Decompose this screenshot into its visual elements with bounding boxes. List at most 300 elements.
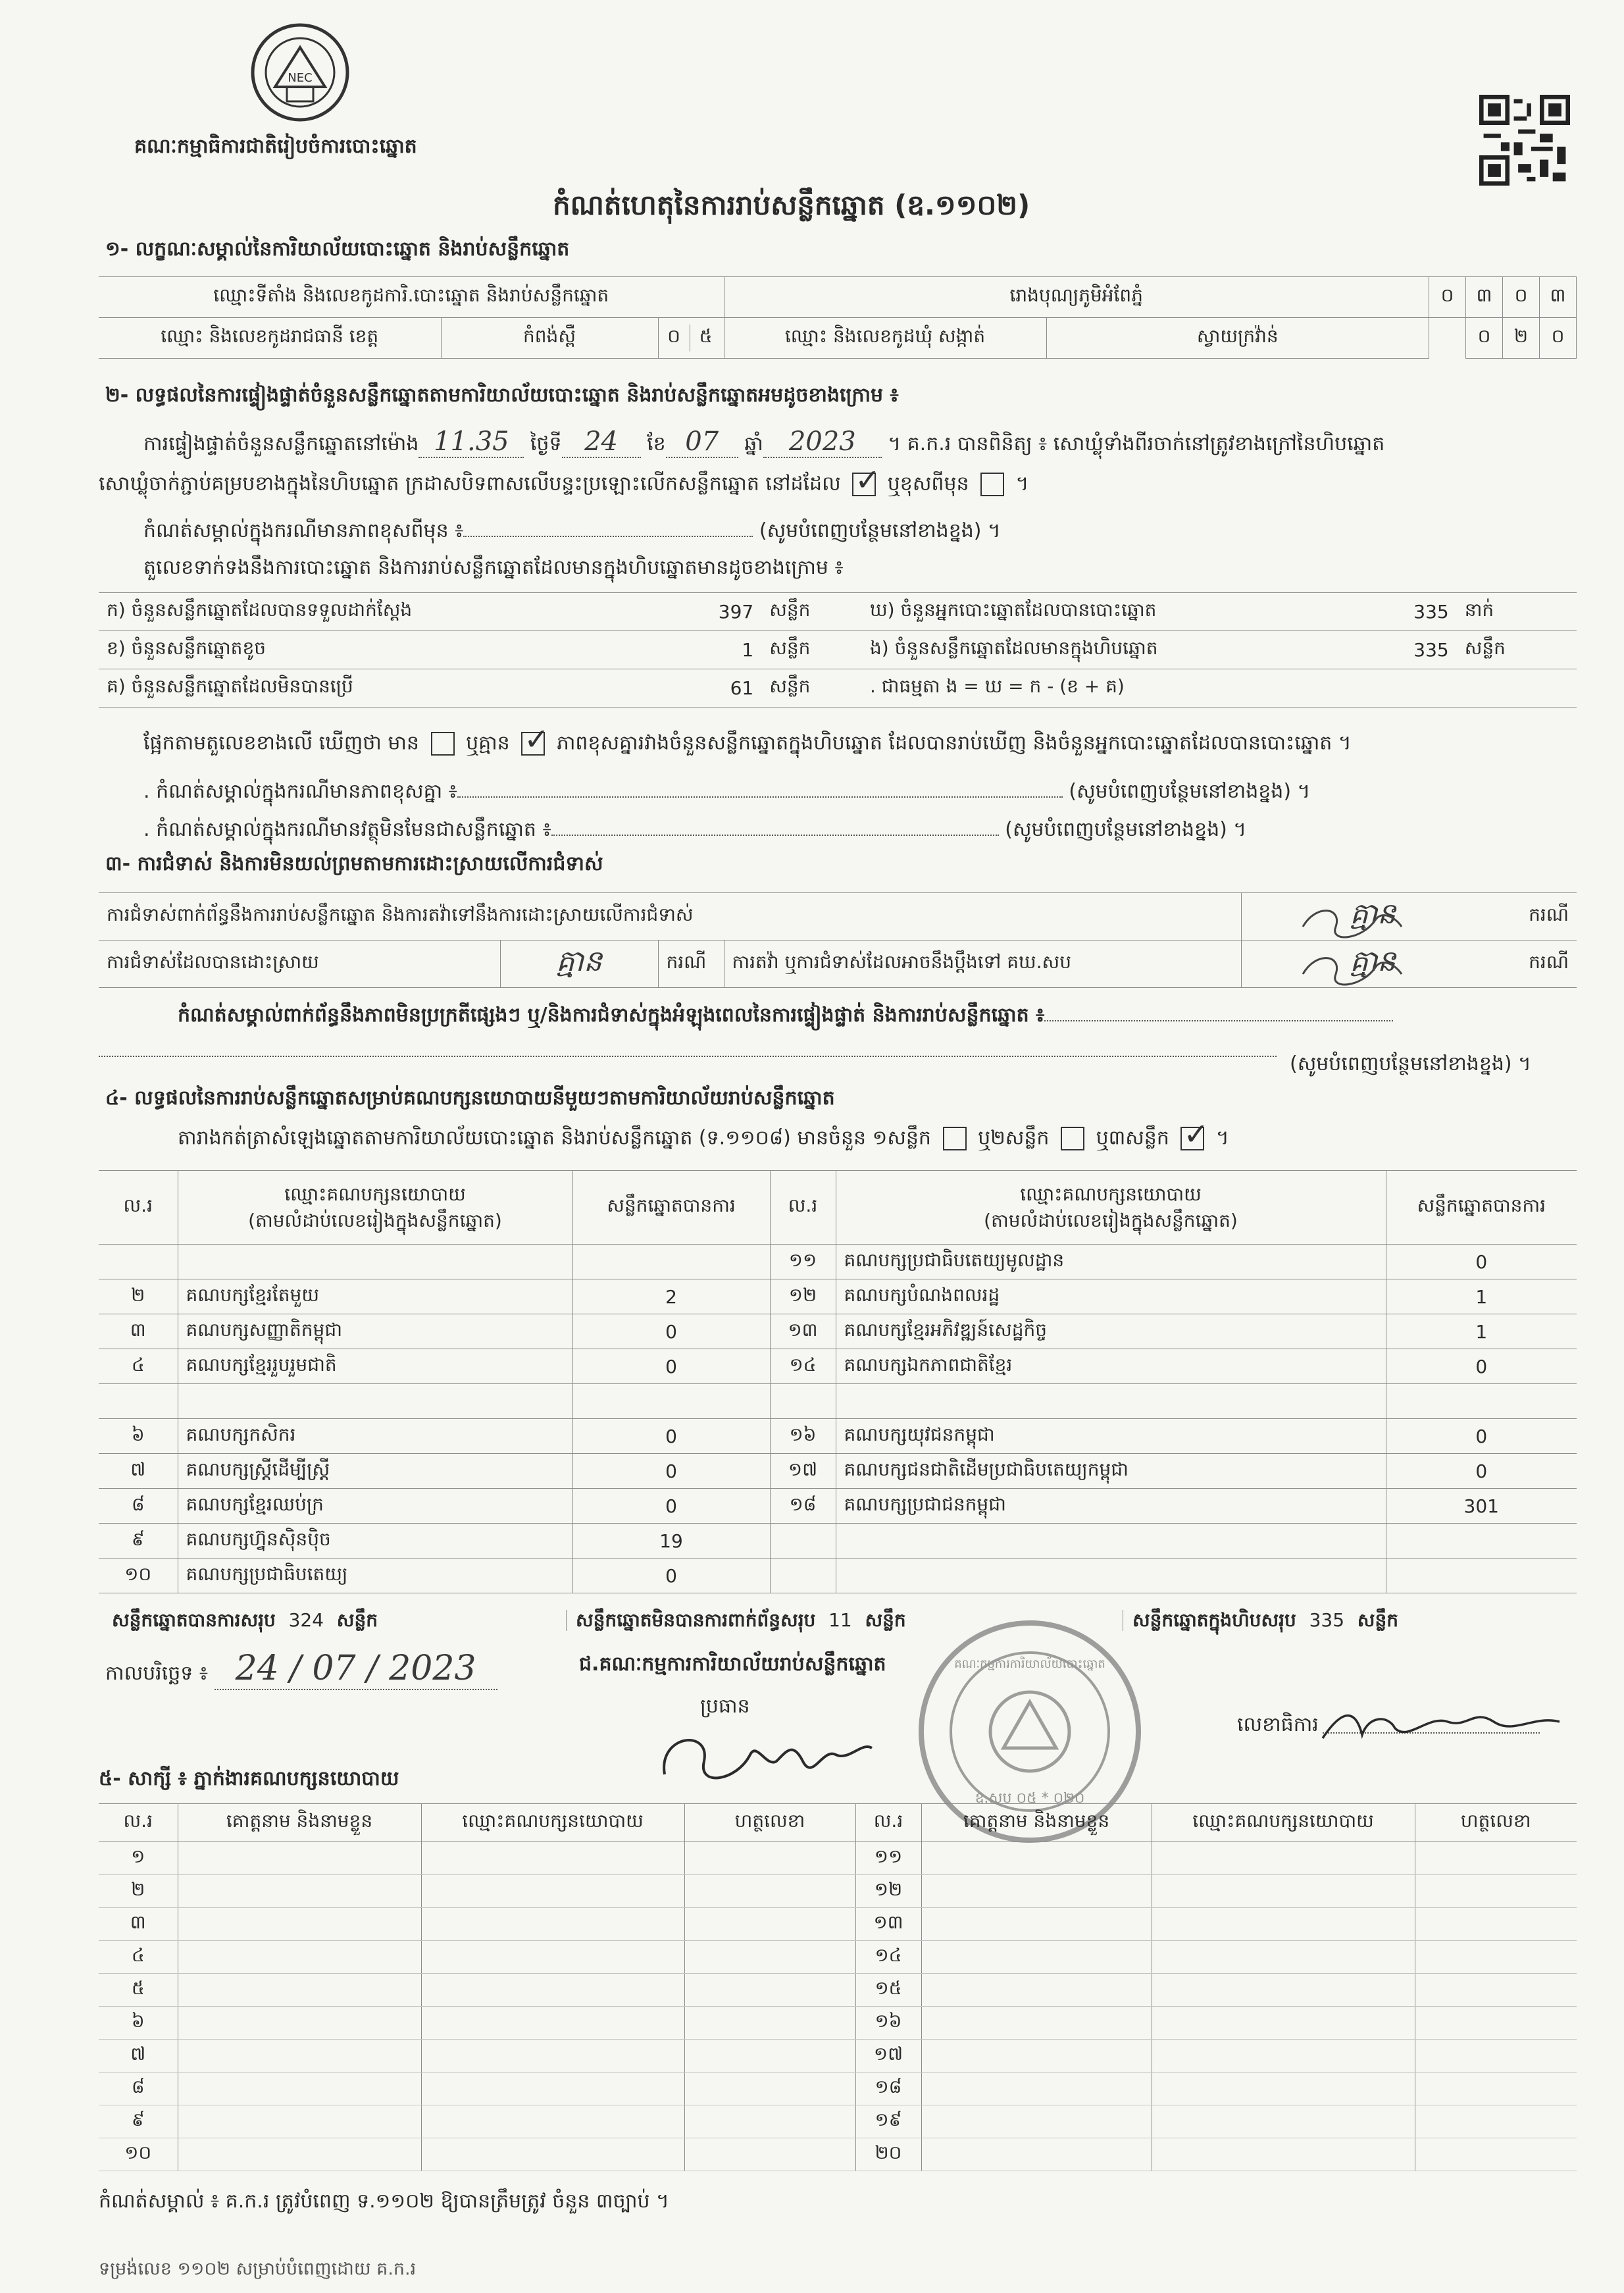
verification-time-label: ការផ្ទៀងផ្ទាត់ចំនួនសន្លឹកឆ្នោតនៅម៉ោង [143, 432, 419, 455]
year-label: ឆ្នាំ [744, 432, 763, 455]
verification-day: 24 [562, 426, 641, 458]
results-row [99, 1524, 1577, 1559]
witness-cell [1415, 2073, 1577, 2105]
witness-row [99, 1842, 1577, 1875]
results-header-no: ល.រ [99, 1171, 178, 1245]
check-icon: ✓ [524, 721, 549, 757]
witness-cell [1415, 2138, 1577, 2171]
witness-cell [1415, 1875, 1577, 1908]
party-name [836, 1384, 1386, 1419]
figure-a-label: ក) ចំនួនសន្លឹកឆ្នោតដែលបានទទួលដាក់ស្តែង [99, 593, 671, 631]
witness-cell [921, 2007, 1152, 2040]
witness-cell [684, 2073, 855, 2105]
party-number: ៤ [99, 1349, 178, 1384]
results-table [99, 1170, 1577, 1593]
verification-line [143, 426, 1384, 458]
irregularity-note-line [178, 1004, 1393, 1027]
witness-row [99, 1941, 1577, 1974]
date-value: 24 / 07 / 2023 [215, 1649, 497, 1690]
sum-invalid-unit: សន្លឹក [865, 1609, 906, 1631]
witness-number: ១៣ [855, 1908, 921, 1941]
witness-cell [178, 2007, 421, 2040]
party-number [770, 1559, 836, 1593]
results-row [99, 1349, 1577, 1384]
witness-cell [178, 2138, 421, 2171]
party-votes: 0 [572, 1314, 770, 1349]
date-label: កាលបរិច្ឆេទ ៖ [105, 1662, 209, 1685]
check-icon: ✓ [855, 462, 880, 498]
location-label: ឈ្មោះទីតាំង និងលេខកូដការិ.បោះឆ្នោត និងរាប់សន្លឹកឆ្នោត [99, 277, 724, 318]
page-title: កំណត់ហេតុនៃការរាប់សន្លឹកឆ្នោត (ឧ.១១០២) [553, 189, 1030, 221]
month-label: ខែ [647, 432, 666, 455]
difference-note-line [143, 520, 1001, 543]
three-sheets-label: ឬ៣សន្លឹក [1096, 1126, 1169, 1150]
location-code-digit: ០ [1429, 277, 1466, 318]
witness-cell [421, 2040, 684, 2073]
witness-cell [921, 2138, 1152, 2171]
results-header-party [836, 1171, 1386, 1245]
party-votes: 0 [1386, 1245, 1577, 1279]
chair-signature [651, 1715, 882, 1801]
section1-heading: ១- លក្ខណៈសម្គាល់នៃការិយាល័យបោះឆ្នោត និងរាប់សន្លឹកឆ្នោត [105, 238, 570, 261]
figure-d-unit: នាក់ [1457, 593, 1577, 631]
objection-count-hand: គ្មាន [1350, 896, 1396, 931]
witness-cell [1152, 1974, 1415, 2007]
witness-cell [421, 2073, 684, 2105]
witness-cell [921, 1974, 1152, 2007]
results-row [99, 1489, 1577, 1524]
witness-row [99, 1974, 1577, 2007]
two-sheets-label: ឬ២សន្លឹក [978, 1126, 1050, 1150]
witness-cell [1415, 1974, 1577, 2007]
tally-sheet-text: តារាងកត់ត្រាសំឡេងឆ្នោតតាមការិយាល័យបោះឆ្នោត និងរាប់សន្លឹកឆ្នោត (ទ.១១០៨) មានចំនួន ១សន្លឹក [178, 1126, 931, 1150]
witness-number: ១៦ [855, 2007, 921, 2040]
witness-cell [1415, 2040, 1577, 2073]
witness-cell [684, 2105, 855, 2138]
witness-cell [1152, 2105, 1415, 2138]
verification-month: 07 [666, 426, 738, 458]
difference-remark-hint: (សូមបំពេញបន្ថែមនៅខាងខ្នង) ។ [1069, 780, 1311, 803]
figure-d-label: ឃ) ចំនួនអ្នកបោះឆ្នោតដែលបានបោះឆ្នោត [862, 593, 1349, 631]
figures-table-right [862, 592, 1577, 708]
results-row [99, 1454, 1577, 1489]
footer-note: កំណត់សម្គាល់ ៖ គ.ក.រ ត្រូវបំពេញ ទ.១១០២ ឱ្យបានត្រឹមត្រូវ ចំនួន ៣ច្បាប់ ។ [99, 2190, 669, 2213]
party-name: គណបក្សយុវជនកម្ពុជា [836, 1419, 1386, 1454]
figure-e-label: ង) ចំនួនសន្លឹកឆ្នោតដែលមានក្នុងហិបឆ្នោត [862, 631, 1349, 669]
figure-c-value: 61 [671, 669, 761, 708]
witness-number: ២០ [855, 2138, 921, 2171]
three-sheets-checkbox[interactable] [1180, 1116, 1209, 1152]
witness-cell [921, 1875, 1152, 1908]
witness-cell [421, 1941, 684, 1974]
section4-heading: ៤- លទ្ធផលនៃការរាប់សន្លឹកឆ្នោតសម្រាប់គណបក្សនយោបាយនីមួយៗតាមការិយាល័យរាប់សន្លឹកឆ្នោត [105, 1087, 835, 1110]
party-name: គណបក្សប្រជាជនកម្ពុជា [836, 1489, 1386, 1524]
nec-emblem [249, 21, 351, 124]
witness-cell [921, 1908, 1152, 1941]
results-row [99, 1384, 1577, 1419]
party-name: គណបក្សប្រជាធិបតេយ្យមូលដ្ឋាន [836, 1245, 1386, 1279]
witness-cell [178, 1875, 421, 1908]
section2-heading: ២- លទ្ធផលនៃការផ្ទៀងផ្ទាត់ចំនួនសន្លឹកឆ្នោតតាមការិយាល័យបោះឆ្នោត និងរាប់សន្លឹកឆ្នោតអមដូចខាងក្រោម ៖ [105, 384, 899, 407]
party-number: ៣ [99, 1314, 178, 1349]
results-row [99, 1419, 1577, 1454]
commune-value: ស្វាយក្រវ៉ាន់ [1046, 318, 1429, 359]
witness-number: ៧ [99, 2040, 178, 2073]
objection-signature-1 [1296, 900, 1408, 946]
party-number: ២ [99, 1279, 178, 1314]
party-votes: 0 [572, 1454, 770, 1489]
day-label: ថ្ងៃទី [530, 432, 562, 455]
witness-row [99, 1875, 1577, 1908]
party-votes: 19 [572, 1524, 770, 1559]
province-label: ឈ្មោះ និងលេខកូដរាជធានី ខេត្ត [99, 318, 441, 359]
difference-remark-line [143, 781, 1310, 804]
witness-row [99, 2007, 1577, 2040]
sum-invalid-line [566, 1610, 906, 1631]
witness-number: ៩ [99, 2105, 178, 2138]
section1-table [99, 276, 1577, 359]
party-votes: 2 [572, 1279, 770, 1314]
different-checkbox[interactable] [980, 473, 1004, 496]
figures-table-left [99, 592, 862, 708]
party-votes: 0 [572, 1349, 770, 1384]
no-difference-checkbox[interactable] [521, 721, 549, 757]
tally-sheet-line [178, 1116, 1229, 1152]
party-number: ១៣ [770, 1314, 836, 1349]
party-number [99, 1384, 178, 1419]
party-number: ១០ [99, 1559, 178, 1593]
party-number: ១៨ [770, 1489, 836, 1524]
witness-row [99, 2138, 1577, 2171]
witness-cell [1152, 2007, 1415, 2040]
witness-cell [921, 1941, 1152, 1974]
witness-cell [921, 2105, 1152, 2138]
party-votes: 0 [1386, 1349, 1577, 1384]
commune-label: ឈ្មោះ និងលេខកូដឃុំ សង្កាត់ [724, 318, 1046, 359]
party-number: ១២ [770, 1279, 836, 1314]
party-number [770, 1384, 836, 1419]
has-difference-checkbox[interactable] [431, 732, 455, 756]
resolved-label: ការជំទាស់ដែលបានដោះស្រាយ [99, 940, 500, 988]
witness-cell [178, 2040, 421, 2073]
witness-cell [1415, 2007, 1577, 2040]
witness-cell [684, 1908, 855, 1941]
party-votes: 0 [1386, 1454, 1577, 1489]
witness-cell [1152, 2073, 1415, 2105]
witness-cell [921, 2073, 1152, 2105]
figure-b-label: ខ) ចំនួនសន្លឹកឆ្នោតខូច [99, 631, 671, 669]
figure-e-unit: សន្លឹក [1457, 631, 1577, 669]
party-votes [1386, 1524, 1577, 1559]
figure-c-label: គ) ចំនួនសន្លឹកឆ្នោតដែលមិនបានប្រើ [99, 669, 671, 708]
party-name: គណបក្សឯកភាពជាតិខ្មែរ [836, 1349, 1386, 1384]
witness-cell [684, 1941, 855, 1974]
witness-cell [1415, 2105, 1577, 2138]
results-header-votes: សន្លឹកឆ្នោតបានការ [572, 1171, 770, 1245]
party-number: ៩ [99, 1524, 178, 1559]
witness-header-name: គោត្តនាម និងនាមខ្លួន [178, 1804, 421, 1842]
location-code-digit: ០ [1503, 277, 1540, 318]
party-number: ៨ [99, 1489, 178, 1524]
objection-case-label: ករណី [1504, 893, 1577, 940]
party-name: គណបក្សខ្មែរអភិវឌ្ឍន៍សេដ្ឋកិច្ច [836, 1314, 1386, 1349]
irregularity-note-label: កំណត់សម្គាល់ពាក់ព័ន្ធនឹងភាពមិនប្រក្រតីផ្សេងៗ ឬ/និងការជំទាស់ក្នុងអំឡុងពេលនៃការផ្ទៀងផ្ទាត់ និងការរាប់សន្លឹកឆ្នោត ៖ [178, 1004, 1045, 1027]
witness-header-no: ល.រ [99, 1804, 178, 1842]
party-name [178, 1384, 572, 1419]
formula: . ជាធម្មតា ង = ឃ = ក - (ខ + គ) [862, 669, 1577, 708]
witness-cell [684, 2138, 855, 2171]
results-header-votes: សន្លឹកឆ្នោតបានការ [1386, 1171, 1577, 1245]
witness-number: ៨ [99, 2073, 178, 2105]
party-number [99, 1245, 178, 1279]
results-header-no: ល.រ [770, 1171, 836, 1245]
sum-valid-value: 324 [288, 1609, 324, 1631]
witness-cell [1152, 1908, 1415, 1941]
resolved-case-label: ករណី [658, 940, 724, 988]
party-name: គណបក្សសញ្ញាតិកម្ពុជា [178, 1314, 572, 1349]
witness-cell [1415, 1908, 1577, 1941]
party-name: គណបក្សជនជាតិដើមប្រជាធិបតេយ្យកម្ពុជា [836, 1454, 1386, 1489]
committee-label: ជ.គណៈកម្មការការិយាល័យរាប់សន្លឹកឆ្នោត [579, 1653, 886, 1676]
province-code-digit: ០ [659, 324, 690, 351]
party-number: ៧ [99, 1454, 178, 1489]
party-votes [1386, 1559, 1577, 1593]
party-name: គណបក្សខ្មែរឈប់ក្រ [178, 1489, 572, 1524]
witness-cell [1152, 1842, 1415, 1875]
tally-end: ។ [1215, 1126, 1229, 1150]
party-number [770, 1524, 836, 1559]
witness-cell [1152, 2138, 1415, 2171]
witness-number: ១៨ [855, 2073, 921, 2105]
party-votes: 0 [572, 1419, 770, 1454]
commune-code-digit: ០ [1540, 318, 1577, 359]
sum-box-unit: សន្លឹក [1357, 1609, 1398, 1631]
verification-text: ។ គ.ក.រ បានពិនិត្យ ៖ សោឃ្លុំទាំងពីរចាក់នៅត្រូវខាងក្រៅនៃហិបឆ្នោត [888, 432, 1385, 455]
party-name: គណបក្សហ្វ៊ុនស៊ិនប៉ិច [178, 1524, 572, 1559]
witness-row [99, 2073, 1577, 2105]
different-label: ឬខុសពីមុន [887, 472, 969, 496]
irregularity-note-hint: (សូមបំពេញបន្ថែមនៅខាងខ្នង) ។ [1290, 1052, 1531, 1075]
witness-number: ១៧ [855, 2040, 921, 2073]
witness-cell [1152, 1875, 1415, 1908]
province-code-digit: ៥ [699, 325, 713, 347]
witness-cell [1152, 2040, 1415, 2073]
witness-number: ១៥ [855, 1974, 921, 2007]
witness-cell [921, 1842, 1152, 1875]
witness-cell [178, 1842, 421, 1875]
witness-cell [684, 1875, 855, 1908]
form-footer: ទម្រង់លេខ ១១០២ សម្រាប់បំពេញដោយ គ.ក.រ [99, 2259, 417, 2279]
commune-code-digit: ០ [1466, 318, 1503, 359]
party-votes [572, 1245, 770, 1279]
sum-valid-line [112, 1610, 378, 1631]
difference-note-label: កំណត់សម្គាល់ក្នុងករណីមានភាពខុសពីមុន ៖ [143, 519, 464, 542]
witness-cell [421, 1908, 684, 1941]
secretary-signature [1316, 1702, 1566, 1748]
witness-number: ១១ [855, 1842, 921, 1875]
party-number: ៦ [99, 1419, 178, 1454]
party-number: ១៤ [770, 1349, 836, 1384]
party-votes: 0 [572, 1559, 770, 1593]
witness-cell [421, 2138, 684, 2171]
resolved-count-hand: គ្មាន [556, 944, 602, 978]
witness-header-party: ឈ្មោះគណបក្សនយោបាយ [1152, 1804, 1415, 1842]
section5-heading: ៥- សាក្សី ៖ ភ្នាក់ងារគណបក្សនយោបាយ [99, 1767, 399, 1790]
has-label: ផ្អែកតាមតួលេខខាងលើ ឃើញថា មាន [143, 731, 419, 755]
results-header-party-text: ឈ្មោះគណបក្សនយោបាយ [284, 1183, 466, 1206]
party-votes: 1 [1386, 1279, 1577, 1314]
witness-cell [421, 1875, 684, 1908]
results-header-party-sub: (តាមលំដាប់លេខរៀងក្នុងសន្លឹកឆ្នោត) [984, 1209, 1238, 1231]
party-votes: 1 [1386, 1314, 1577, 1349]
sum-box-line [1123, 1610, 1398, 1631]
sum-invalid-label: សន្លឹកឆ្នោតមិនបានការពាក់ព័ន្ធសរុប [576, 1609, 816, 1631]
qr-code [1479, 95, 1570, 186]
witness-cell [1415, 1842, 1577, 1875]
location-value: រោងបុណ្យភូមិអំពែភ្នំ [724, 277, 1429, 318]
stamp-code: ឧ.សប ០៥ * ០២០ [975, 1790, 1085, 1807]
party-votes [572, 1384, 770, 1419]
party-number: ១៦ [770, 1419, 836, 1454]
sum-invalid-value: 11 [828, 1609, 852, 1631]
party-name [836, 1524, 1386, 1559]
witness-number: ៣ [99, 1908, 178, 1941]
none-label: ឬគ្មាន [466, 731, 510, 755]
date-line [105, 1649, 497, 1690]
foreign-object-line [143, 819, 1246, 842]
witness-cell [178, 2105, 421, 2138]
witness-header-no: ល.រ [855, 1804, 921, 1842]
witness-number: ១ [99, 1842, 178, 1875]
figures-intro: តួលេខទាក់ទងនឹងការបោះឆ្នោត និងការរាប់សន្លឹកឆ្នោតដែលមានក្នុងហិបឆ្នោតមានដូចខាងក្រោម ៖ [143, 556, 844, 579]
party-name [836, 1559, 1386, 1593]
witness-number: ២ [99, 1875, 178, 1908]
appeal-label: ការតវ៉ា ឬការជំទាស់ដែលអាចនឹងប្តឹងទៅ គឃ.សប [724, 940, 1241, 988]
witness-header-party: ឈ្មោះគណបក្សនយោបាយ [421, 1804, 684, 1842]
objection-signature-2 [1296, 948, 1408, 994]
witness-number: ៥ [99, 1974, 178, 2007]
party-number: ១៧ [770, 1454, 836, 1489]
figure-e-value: 335 [1349, 631, 1457, 669]
witness-cell [421, 1974, 684, 2007]
party-name: គណបក្សកសិករ [178, 1419, 572, 1454]
foreign-object-hint: (សូមបំពេញបន្ថែមនៅខាងខ្នង) ។ [1005, 818, 1247, 841]
svg-text:NEC: NEC [288, 71, 313, 85]
results-header-party-text: ឈ្មោះគណបក្សនយោបាយ [1020, 1183, 1202, 1206]
difference-text: ភាពខុសគ្នារវាងចំនួនសន្លឹកឆ្នោតក្នុងហិបឆ្នោត ដែលបានរាប់ឃើញ និងចំនួនអ្នកបោះឆ្នោតដែលបានបោះឆ្នោត ។ [556, 731, 1352, 755]
witness-cell [684, 2040, 855, 2073]
same-checkbox[interactable] [852, 462, 880, 498]
difference-line [143, 721, 1352, 757]
province-value: កំពង់ស្ពឺ [441, 318, 658, 359]
figure-d-value: 335 [1349, 593, 1457, 631]
witness-cell [178, 1941, 421, 1974]
party-number: ១១ [770, 1245, 836, 1279]
witness-cell [684, 2007, 855, 2040]
witness-row [99, 2105, 1577, 2138]
party-name: គណបក្សស្ត្រីដើម្បីស្ត្រី [178, 1454, 572, 1489]
check-icon: ✓ [1183, 1116, 1209, 1152]
witness-number: ១៤ [855, 1941, 921, 1974]
location-code-digit: ៣ [1540, 277, 1577, 318]
figure-a-unit: សន្លឹក [761, 593, 862, 631]
results-header-party [178, 1171, 572, 1245]
witness-header-sign: ហត្ថលេខា [684, 1804, 855, 1842]
secretary-label: លេខាធិការ [1237, 1713, 1319, 1736]
one-sheet-checkbox[interactable] [943, 1127, 967, 1150]
party-name: គណបក្សបំណងពលរដ្ឋ [836, 1279, 1386, 1314]
appeal-count-hand: គ្មាន [1350, 944, 1396, 978]
party-name [178, 1245, 572, 1279]
objection-row-label: ការជំទាស់ពាក់ព័ន្ធនឹងការរាប់សន្លឹកឆ្នោត និងការតវ៉ាទៅនឹងការដោះស្រាយលើការជំទាស់ [99, 893, 1241, 940]
sum-box-label: សន្លឹកឆ្នោតក្នុងហិបសរុប [1132, 1609, 1296, 1631]
sum-box-value: 335 [1309, 1609, 1345, 1631]
witness-cell [421, 1842, 684, 1875]
witness-cell [178, 1974, 421, 2007]
results-row [99, 1314, 1577, 1349]
party-votes [1386, 1384, 1577, 1419]
commune-code-digit: ២ [1503, 318, 1540, 359]
witness-row [99, 2040, 1577, 2073]
witness-table [99, 1803, 1577, 2171]
org-name: គណៈកម្មាធិការជាតិរៀបចំការបោះឆ្នោត [134, 135, 417, 158]
party-name: គណបក្សខ្មែរតែមួយ [178, 1279, 572, 1314]
figure-c-unit: សន្លឹក [761, 669, 862, 708]
witness-cell [921, 2040, 1152, 2073]
sum-valid-unit: សន្លឹក [336, 1609, 378, 1631]
party-name: គណបក្សខ្មែររួបរួមជាតិ [178, 1349, 572, 1384]
witness-number: ១២ [855, 1875, 921, 1908]
difference-remark-label: . កំណត់សម្គាល់ក្នុងករណីមានភាពខុសគ្នា ៖ [143, 780, 457, 803]
party-votes: 0 [572, 1489, 770, 1524]
witness-number: ១៩ [855, 2105, 921, 2138]
section3-heading: ៣- ការជំទាស់ និងការមិនយល់ព្រមតាមការដោះស្រាយលើការជំទាស់ [105, 852, 603, 875]
witness-cell [1415, 1941, 1577, 1974]
witness-cell [421, 2105, 684, 2138]
results-row [99, 1279, 1577, 1314]
witness-cell [178, 2073, 421, 2105]
figure-b-value: 1 [671, 631, 761, 669]
location-code-digit: ៣ [1466, 277, 1503, 318]
chair-label: ប្រធាន [700, 1695, 750, 1718]
witness-cell [684, 1842, 855, 1875]
verification-time: 11.35 [419, 426, 524, 458]
foreign-object-label: . កំណត់សម្គាល់ក្នុងករណីមានវត្ថុមិនមែនជាសន្លឹកឆ្នោត ៖ [143, 818, 551, 841]
results-row [99, 1559, 1577, 1593]
figure-a-value: 397 [671, 593, 761, 631]
witness-cell [421, 2007, 684, 2040]
party-name: គណបក្សប្រជាធិបតេយ្យ [178, 1559, 572, 1593]
party-votes: 301 [1386, 1489, 1577, 1524]
witness-header-name: គោត្តនាម និងនាមខ្លួន [921, 1804, 1152, 1842]
two-sheets-checkbox[interactable] [1061, 1127, 1084, 1150]
witness-number: ១០ [99, 2138, 178, 2171]
appeal-case-label: ករណី [1504, 940, 1577, 988]
witness-cell [684, 1974, 855, 2007]
figure-b-unit: សន្លឹក [761, 631, 862, 669]
witness-cell [178, 1908, 421, 1941]
witness-number: ៦ [99, 2007, 178, 2040]
seal-line: សោឃ្លុំចាក់ភ្ជាប់គម្របខាងក្នុងនៃហិបឆ្នោត ក្រដាសបិទពាសលើបន្ទះប្រឡោះលើកសន្លឹកឆ្នោត នៅដដែល ✓ ឬខុសពីមុន ។ [99, 462, 1029, 498]
results-header-party-sub: (តាមលំដាប់លេខរៀងក្នុងសន្លឹកឆ្នោត) [248, 1209, 502, 1231]
difference-note-hint: (សូមបំពេញបន្ថែមនៅខាងខ្នង) ។ [759, 519, 1001, 542]
results-row [99, 1245, 1577, 1279]
party-votes: 0 [1386, 1419, 1577, 1454]
sum-valid-label: សន្លឹកឆ្នោតបានការសរុប [112, 1609, 276, 1631]
witness-header-sign: ហត្ថលេខា [1415, 1804, 1577, 1842]
witness-number: ៤ [99, 1941, 178, 1974]
witness-cell [1152, 1941, 1415, 1974]
